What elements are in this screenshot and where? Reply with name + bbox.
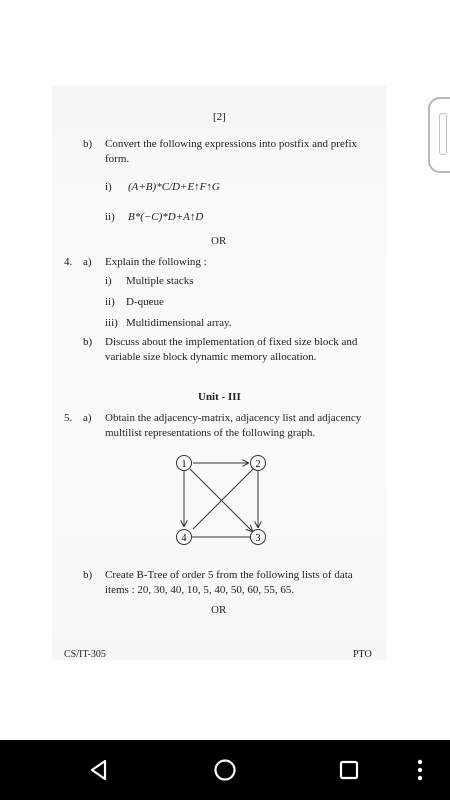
q3b-text-line2: form. [105, 153, 130, 165]
home-button[interactable] [190, 740, 260, 800]
q3b-label: b) [83, 138, 93, 150]
graph-node-4 [177, 530, 192, 545]
recents-button[interactable] [314, 740, 384, 800]
svg-text:3: 3 [255, 533, 261, 544]
svg-text:2: 2 [255, 459, 261, 470]
fast-scroll-handle[interactable] [428, 97, 450, 173]
q5b-text-line1: Create B-Tree of order 5 from the following lists of data [105, 569, 353, 581]
q4-item-3-text: Multidimensional array. [126, 317, 232, 329]
unit-heading: Unit - III [198, 391, 241, 403]
q5a-text-line1: Obtain the adjacency-matrix, adjacency list and adjacency [105, 412, 362, 424]
back-triangle-icon [87, 758, 111, 782]
overflow-menu-button[interactable] [392, 740, 448, 800]
system-navigation-bar [0, 740, 450, 800]
svg-text:4: 4 [181, 533, 187, 544]
footer-pto: PTO [353, 649, 372, 660]
q4-item-2-label: ii) [105, 296, 115, 308]
graph-figure [168, 449, 278, 549]
svg-text:1: 1 [181, 459, 187, 470]
graph-node-3 [251, 530, 266, 545]
q4-item-3-label: iii) [105, 317, 118, 329]
q5a-text-line2: multilist representations of the following graph. [105, 427, 316, 439]
q4b-label: b) [83, 336, 93, 348]
home-circle-icon [213, 758, 237, 782]
q4-number: 4. [64, 256, 73, 268]
q4b-text-line2: variable size block dynamic memory allocation. [105, 351, 317, 363]
q3b-text-line1: Convert the following expressions into postfix and prefix [105, 138, 358, 150]
q5b-text-line2: items : 20, 30, 40, 10, 5, 40, 50, 60, 55, 65. [105, 584, 295, 596]
graph-node-1 [177, 456, 192, 471]
q4b-text-line1: Discuss about the implementation of fixed size block and [105, 336, 358, 348]
or-separator-2: OR [211, 604, 227, 616]
or-separator-1: OR [211, 235, 227, 247]
footer-course-code: CS/IT-305 [64, 649, 106, 660]
q5a-label: a) [83, 412, 92, 424]
edge-1-3 [190, 469, 252, 531]
q4-item-2-text: D-queue [126, 296, 164, 308]
q4-item-1-label: i) [105, 275, 112, 287]
page-number: [2] [213, 111, 226, 123]
expr-i: (A+B)*C/D+E↑F↑G [128, 181, 220, 193]
q4-item-1-text: Multiple stacks [126, 275, 194, 287]
q4a-text: Explain the following : [105, 256, 207, 268]
expr-ii: B*(−C)*D+A↑D [128, 211, 204, 223]
graph-node-2 [251, 456, 266, 471]
recents-square-icon [337, 758, 361, 782]
expr-ii-label: ii) [105, 211, 115, 223]
back-button[interactable] [64, 740, 134, 800]
overflow-dots-icon [415, 758, 425, 782]
scroll-grip-icon [439, 113, 447, 155]
q4a-label: a) [83, 256, 92, 268]
edge-4-2 [193, 469, 253, 529]
q5b-label: b) [83, 569, 93, 581]
expr-i-label: i) [105, 181, 112, 193]
q5-number: 5. [64, 412, 73, 424]
